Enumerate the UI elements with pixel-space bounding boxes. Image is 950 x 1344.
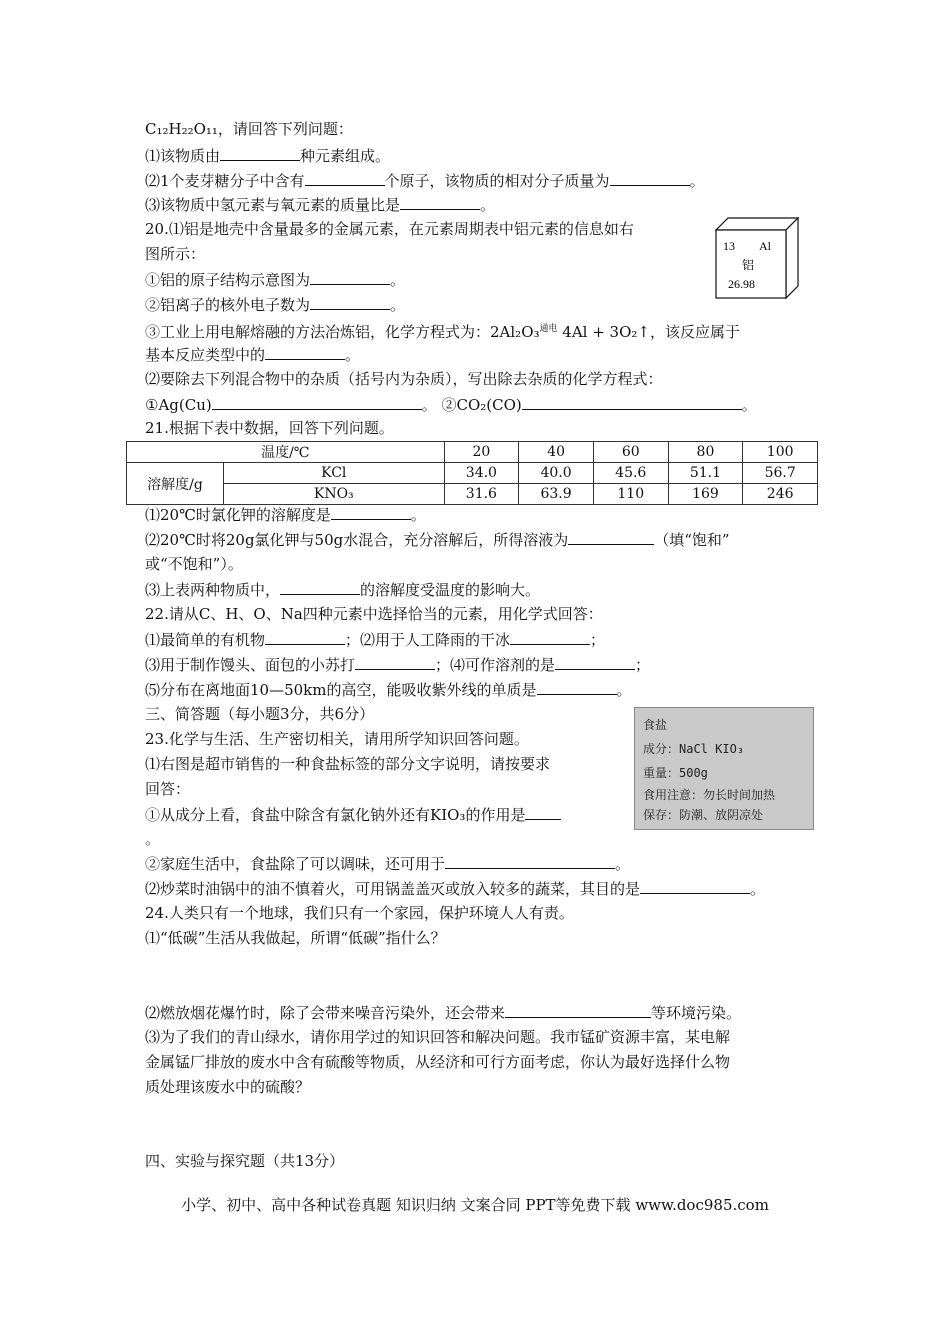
table-cell: 34.0 bbox=[444, 463, 519, 484]
text: 。 bbox=[615, 855, 631, 873]
answer-blank[interactable] bbox=[331, 504, 411, 520]
question-24-2 bbox=[145, 1002, 741, 1023]
question-21-2-cont: 或“不饱和”）。 bbox=[145, 555, 243, 573]
question-20-3 bbox=[145, 319, 740, 342]
answer-blank[interactable] bbox=[305, 170, 385, 186]
question-22-3-4 bbox=[145, 654, 650, 675]
question-23-1-cont: 回答： bbox=[145, 780, 191, 798]
table-header-label: 温度/℃ bbox=[127, 442, 445, 463]
text: 。 bbox=[480, 196, 496, 214]
question-19-3 bbox=[145, 194, 495, 215]
table-cell: 169 bbox=[668, 484, 743, 505]
answer-blank[interactable] bbox=[555, 654, 635, 670]
table-cell: 110 bbox=[593, 484, 668, 505]
question-21-2 bbox=[145, 529, 730, 550]
text: ①Ag(Cu) bbox=[145, 396, 212, 414]
answer-blank[interactable] bbox=[310, 294, 390, 310]
text: 。 bbox=[390, 271, 406, 289]
text: 。 bbox=[390, 296, 406, 314]
question-23-1-b bbox=[145, 853, 630, 874]
table-cell: KCl bbox=[224, 463, 445, 484]
text: ⑶该物质中氢元素与氧元素的质量比是 bbox=[145, 196, 401, 214]
cube-side bbox=[786, 218, 798, 298]
text: ②家庭生活中，食盐除了可以调味，还可用于 bbox=[145, 855, 446, 873]
text: ⑴20℃时氯化钾的溶解度是 bbox=[145, 506, 331, 524]
answer-blank[interactable] bbox=[522, 394, 742, 410]
text: 的溶解度受温度的影响大。 bbox=[360, 581, 541, 599]
page-footer: 小学、初中、高中各种试卷真题 知识归纳 文案合同 PPT等免费下载 www.doc985.com bbox=[181, 1196, 769, 1214]
table-cell: 40.0 bbox=[519, 463, 594, 484]
text: ；⑵用于人工降雨的干冰 bbox=[345, 631, 511, 649]
answer-blank[interactable] bbox=[610, 170, 690, 186]
question-20-intro: 20.⑴铝是地壳中含量最多的金属元素，在元素周期表中铝元素的信息如右 bbox=[145, 220, 634, 238]
question-23-1: ⑴右图是超市销售的一种食盐标签的部分文字说明，请按要求 bbox=[145, 755, 551, 773]
text: 。 bbox=[689, 172, 705, 190]
answer-blank[interactable] bbox=[568, 529, 654, 545]
text: 。 bbox=[750, 880, 766, 898]
text: 等环境污染。 bbox=[651, 1004, 742, 1022]
question-23-1-a bbox=[145, 804, 561, 825]
question-20-part2-items bbox=[145, 394, 757, 415]
table-cell: 60 bbox=[593, 442, 668, 463]
cube-top bbox=[716, 218, 798, 230]
table-row bbox=[127, 484, 818, 505]
answer-blank[interactable] bbox=[510, 629, 590, 645]
question-20-1 bbox=[145, 269, 405, 290]
question-20-3-cont bbox=[145, 344, 360, 365]
text: 基本反应类型中的 bbox=[145, 346, 266, 364]
answer-blank[interactable] bbox=[355, 654, 435, 670]
atomic-number: 13 bbox=[723, 239, 735, 253]
question-23-1-a-end: 。 bbox=[145, 830, 161, 848]
table-cell: 40 bbox=[519, 442, 594, 463]
question-22-5 bbox=[145, 679, 632, 700]
question-24-3-cont-2: 质处理该废水中的硫酸？ bbox=[145, 1078, 311, 1096]
question-21-1 bbox=[145, 504, 426, 525]
text: ⑵炒菜时油锅中的油不慎着火，可用锅盖盖灭或放入较多的蔬菜，其目的是 bbox=[145, 880, 641, 898]
salt-label-image bbox=[634, 707, 814, 830]
aluminum-element-card bbox=[714, 216, 800, 302]
text: 种元素组成。 bbox=[300, 147, 391, 165]
answer-blank[interactable] bbox=[212, 394, 422, 410]
answer-blank[interactable] bbox=[640, 878, 750, 894]
text: ⑵20℃时将20g氯化钾与50g水混合，充分溶解后，所得溶液为 bbox=[145, 531, 569, 549]
answer-blank[interactable] bbox=[265, 344, 345, 360]
answer-blank[interactable] bbox=[525, 804, 561, 820]
answer-blank[interactable] bbox=[505, 1002, 651, 1018]
text: 。 ②CO₂(CO) bbox=[421, 396, 522, 414]
text: ①铝的原子结构示意图为 bbox=[145, 271, 311, 289]
question-24-1: ⑴“低碳”生活从我做起，所谓“低碳”指什么？ bbox=[145, 929, 446, 947]
text: ⑴该物质由 bbox=[145, 147, 221, 165]
table-cell: 100 bbox=[743, 442, 818, 463]
table-cell: 56.7 bbox=[743, 463, 818, 484]
section-3-heading: 三、简答题（每小题3分，共6分） bbox=[145, 705, 375, 723]
answer-blank[interactable] bbox=[445, 853, 615, 869]
text: ⑵燃放烟花爆竹时，除了会带来噪音污染外，还会带来 bbox=[145, 1004, 506, 1022]
answer-blank[interactable] bbox=[400, 194, 480, 210]
question-23-intro: 23.化学与生活、生产密切相关，请用所学知识回答问题。 bbox=[145, 730, 529, 748]
table-cell: 246 bbox=[743, 484, 818, 505]
answer-blank[interactable] bbox=[220, 145, 300, 161]
question-20-part2: ⑵要除去下列混合物中的杂质（括号内为杂质），写出除去杂质的化学方程式： bbox=[145, 370, 663, 388]
salt-label-ingredients: 成分：NaCl KIO₃ bbox=[643, 742, 745, 756]
question-19-1 bbox=[145, 145, 390, 166]
table-row bbox=[127, 463, 818, 484]
reaction-condition: 通电 bbox=[539, 324, 558, 334]
question-20-intro-2: 图所示： bbox=[145, 245, 206, 263]
table-cell: 20 bbox=[444, 442, 519, 463]
text: ； bbox=[635, 656, 651, 674]
text: （填“饱和” bbox=[654, 531, 730, 549]
solubility-table bbox=[126, 441, 818, 505]
text: ③工业上用电解熔融的方法冶炼铝，化学方程式为：2Al₂O₃ bbox=[145, 323, 540, 341]
element-symbol: Al bbox=[759, 239, 771, 253]
text: 个原子，该物质的相对分子质量为 bbox=[384, 172, 610, 190]
table-cell: KNO₃ bbox=[224, 484, 445, 505]
text: 。 bbox=[741, 396, 757, 414]
question-24-intro: 24.人类只有一个地球，我们只有一个家园，保护环境人人有责。 bbox=[145, 904, 574, 922]
answer-blank[interactable] bbox=[537, 679, 617, 695]
salt-label-note: 食用注意：勿长时间加热 bbox=[643, 788, 776, 802]
section-4-heading: 四、实验与探究题（共13分） bbox=[145, 1152, 345, 1170]
text: ⑵1个麦芽糖分子中含有 bbox=[145, 172, 305, 190]
question-24-3: ⑶为了我们的青山绿水，请你用学过的知识回答和解决问题。我市锰矿资源丰富，某电解 bbox=[145, 1028, 731, 1046]
salt-label-weight: 重量：500g bbox=[643, 766, 708, 780]
element-name: 铝 bbox=[742, 258, 755, 272]
atomic-mass: 26.98 bbox=[728, 277, 755, 291]
text: ；⑷可作溶剂的是 bbox=[435, 656, 556, 674]
question-23-2 bbox=[145, 878, 765, 899]
text: ； bbox=[590, 631, 606, 649]
salt-label-storage: 保存：防潮、放阴凉处 bbox=[643, 808, 764, 822]
table-cell: 80 bbox=[668, 442, 743, 463]
text: ⑶上表两种物质中， bbox=[145, 581, 281, 599]
table-cell: 51.1 bbox=[668, 463, 743, 484]
text: ⑴最简单的有机物 bbox=[145, 631, 266, 649]
salt-label-title: 食盐 bbox=[643, 718, 668, 732]
answer-blank[interactable] bbox=[280, 579, 360, 595]
question-21-intro: 21.根据下表中数据，回答下列问题。 bbox=[145, 419, 394, 437]
question-24-3-cont: 金属锰厂排放的废水中含有硫酸等物质，从经济和可行方面考虑，你认为最好选择什么物 bbox=[145, 1053, 731, 1071]
question-20-2 bbox=[145, 294, 405, 315]
table-cell: 31.6 bbox=[444, 484, 519, 505]
table-cell: 63.9 bbox=[519, 484, 594, 505]
text: ②铝离子的核外电子数为 bbox=[145, 296, 311, 314]
question-22-1-2 bbox=[145, 629, 605, 650]
text: 。 bbox=[345, 346, 361, 364]
table-cell: 45.6 bbox=[593, 463, 668, 484]
text: 4Al + 3O₂↑，该反应属于 bbox=[557, 323, 740, 341]
text: ⑶用于制作馒头、面包的小苏打 bbox=[145, 656, 356, 674]
text: 。 bbox=[616, 681, 632, 699]
question-19-2 bbox=[145, 170, 705, 191]
table-row bbox=[127, 442, 818, 463]
table-row-label: 溶解度/g bbox=[127, 463, 224, 505]
text: ①从成分上看，食盐中除含有氯化钠外还有KIO₃的作用是 bbox=[145, 806, 526, 824]
answer-blank[interactable] bbox=[310, 269, 390, 285]
question-21-3 bbox=[145, 579, 540, 600]
answer-blank[interactable] bbox=[265, 629, 345, 645]
line-intro: C₁₂H₂₂O₁₁，请回答下列问题： bbox=[145, 120, 353, 138]
question-22-intro: 22.请从C、H、O、Na四种元素中选择恰当的元素，用化学式回答： bbox=[145, 605, 603, 623]
text: 。 bbox=[410, 506, 426, 524]
text: ⑸分布在离地面10—50km的高空，能吸收紫外线的单质是 bbox=[145, 681, 537, 699]
